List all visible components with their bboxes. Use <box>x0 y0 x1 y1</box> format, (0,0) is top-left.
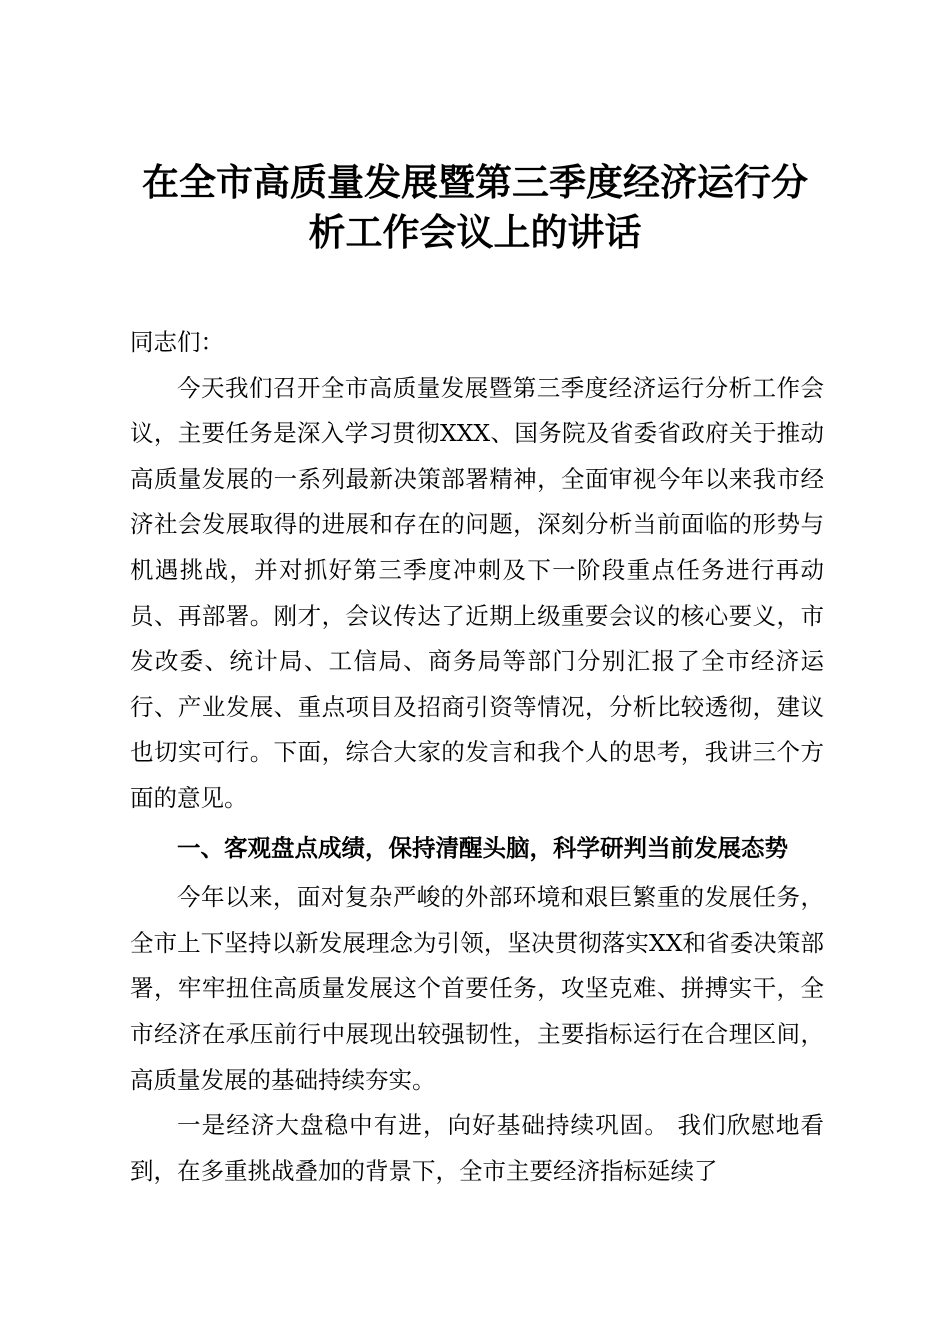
document-body <box>130 320 824 1194</box>
section-1-paragraph-2: 一是经济大盘稳中有进，向好基础持续巩固。 我们欣慰地看到，在多重挑战叠加的背景下，全市主要经济指标延续了 <box>130 1111 824 1185</box>
salutation: 同志们： <box>130 328 224 356</box>
intro-paragraph: 今天我们召开全市高质量发展暨第三季度经济运行分析工作会议，主要任务是深入学习贯彻XXX、国务院及省委省政府关于推动高质量发展的一系列最新决策部署精神，全面审视今年以来我市经济社会发展取得的进展和存在的问题，深刻分析当前面临的形势与机遇挑战，并对抓好第三季度冲刺及下一阶段重点任务进行再动员、再部署。刚才，会议传达了近期上级重要会议的核心要义，市发改委、统计局、工信局、商务局等部门分别汇报了全市经济运行、产业发展、重点项目及招商引资等情况，分析比较透彻，建议也切实可行。下面，综合大家的发言和我个人的思考，我讲三个方面的意见。 <box>130 373 824 812</box>
section-1-paragraph-1: 今年以来，面对复杂严峻的外部环境和艰巨繁重的发展任务，全市上下坚持以新发展理念为引领，坚决贯彻落实XX和省委决策部署，牢牢扭住高质量发展这个首要任务，攻坚克难、拼搏实干，全市经济在承压前行中展现出较强韧性，主要指标运行在合理区间，高质量发展的基础持续夯实。 <box>130 883 824 1094</box>
section-heading-1: 一、客观盘点成绩，保持清醒头脑，科学研判当前发展态势 <box>177 833 788 862</box>
document-title: 在全市高质量发展暨第三季度经济运行分析工作会议上的讲话 <box>142 161 808 254</box>
